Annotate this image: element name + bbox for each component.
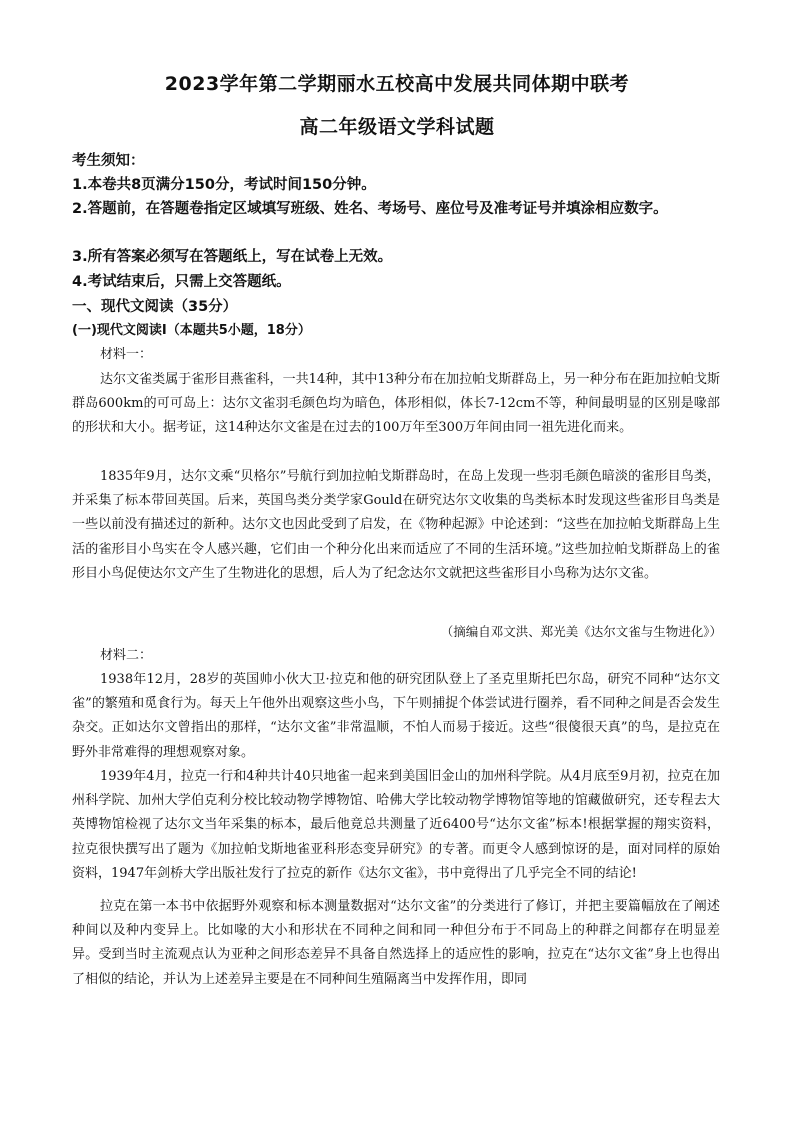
notice-item: 1.本卷共8页满分150分，考试时间150分钟。 [72,177,376,193]
material-one-source: （摘编自邓文洪、郑光美《达尔文雀与生物进化》） [440,624,722,639]
material-two-paragraph: 1939年4月，拉克一行和4种共计40只地雀一起来到美国旧金山的加州科学院。从4月底至9月初，拉克在加州科学院、加州大学伯克利分校比较动物学博物馆、哈佛大学比较动物学博物馆等地的馆藏做研究，还专程去大英博物馆检视了达尔文当年采集的标本，最后他竟总共测量了近6400号“达尔文雀”标本!根据掌握的翔实资料，拉克很快撰写出了题为《加拉帕戈斯地雀亚科形态变异研究》的专著。而更令人感到惊讶的是，面对同样的原始资料，1947年剑桥大学出版社发行了拉克的新作《达尔文雀》，书中竟得出了几乎完全不同的结论! [72,769,720,881]
material-one-paragraph: 达尔文雀类属于雀形目燕雀科，一共14种，其中13种分布在加拉帕戈斯群岛上，另一种分布在距加拉帕戈斯群岛600km的可可岛上：达尔文雀羽毛颜色均为暗色，体形相似，体长7-12cm不等，种间最明显的区别是喙部的形状和大小。据考证，这14种达尔文雀是在过去的100万年至300万年间由同一祖先进化而来。 [72,372,720,436]
notice-item: 3.所有答案必须写在答题纸上，写在试卷上无效。 [72,249,393,265]
notice-item: 2.答题前，在答题卷指定区域填写班级、姓名、考场号、座位号及准考证号并填涂相应数字。 [72,201,668,217]
exam-title: 2023学年第二学期丽水五校高中发展共同体期中联考 [164,73,630,95]
material-two-label: 材料二： [100,648,153,663]
material-two-paragraph: 1938年12月，28岁的英国帅小伙大卫·拉克和他的研究团队登上了圣克里斯托巴尔岛，研究不同种“达尔文雀”的繁殖和觅食行为。每天上午他外出观察这些小鸟，下午则捕捉个体尝试进行圈养，看不同种之间是否会发生杂交。正如达尔文曾指出的那样，“达尔文雀”非常温顺，不怕人而易于接近。这些“很傻很天真”的鸟，是拉克在野外非常难得的理想观察对象。 [72,672,720,760]
notice-item: 4.考试结束后，只需上交答题纸。 [72,274,291,290]
exam-subtitle: 高二年级语文学科试题 [299,116,495,138]
subsection-title: (一)现代文阅读Ⅰ（本题共5小题，18分） [72,323,311,338]
material-one-paragraph: 1835年9月，达尔文乘“贝格尔”号航行到加拉帕戈斯群岛时，在岛上发现一些羽毛颜色暗淡的雀形目鸟类，并采集了标本带回英国。后来，英国鸟类分类学家Gould在研究达尔文收集的鸟类标本时发现这些雀形目鸟类是一些以前没有描述过的新种。达尔文也因此受到了启发，在《物种起源》中论述到：“这些在加拉帕戈斯群岛上生活的雀形目小鸟实在令人感兴趣，它们由一个种分化出来而适应了不同的生活环境。”这些加拉帕戈斯群岛上的雀形目小鸟促使达尔文产生了生物进化的思想，后人为了纪念达尔文就把这些雀形目小鸟称为达尔文雀。 [72,469,720,581]
section-title: 一、现代文阅读（35分） [72,299,238,315]
material-two-paragraph: 拉克在第一本书中依据野外观察和标本测量数据对“达尔文雀”的分类进行了修订，并把主要篇幅放在了阐述种间以及种内变异上。比如喙的大小和形状在不同种之间和同一种但分布于不同岛上的种群之间都存在明显差异。受到当时主流观点认为亚种之间形态差异不具备自然选择上的适应性的影响，拉克在“达尔文雀”身上也得出了相似的结论，并认为上述差异主要是在不同种间生殖隔离当中发挥作用，即同 [72,899,720,987]
notice-heading: 考生须知： [72,153,145,169]
material-one-label: 材料一： [100,347,153,362]
